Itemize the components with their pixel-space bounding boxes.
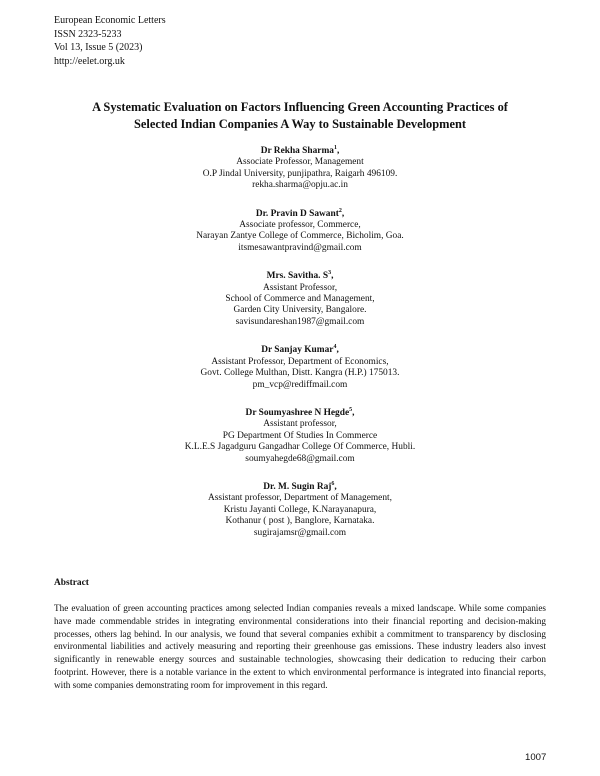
author-name-suffix: , xyxy=(341,208,345,219)
author-email: sugirajamsr@gmail.com xyxy=(253,527,347,538)
author-block xyxy=(0,408,600,465)
author-affiliation-line: Associate Professor, Management xyxy=(236,157,364,168)
abstract-text: The evaluation of green accounting practices among selected Indian companies reveals a mixed landscape. While some companies have made commendable strides in integrating environmental considerations into their financial reporting and decision-making processes, others lag behind. In our analysis, we found that several companies exhibit a commitment to transparency by disclosing environmental liabilities and actively measuring and reporting their greenhouse gas emissions. These industry leaders also invest significantly in renewable energy sources and sustainable technologies, showcasing their dedication to reducing their carbon footprint. However, there is a notable variance in the extent to which environmental performance is integrated into financial reports, with some companies demonstrating room for improvement in this regard. xyxy=(54,603,546,690)
author-email: pm_vcp@rediffmail.com xyxy=(252,379,348,390)
author-affiliation-line: School of Commerce and Management, xyxy=(225,294,375,305)
journal-name: European Economic Letters xyxy=(54,15,166,26)
author-name: Dr Rekha Sharma xyxy=(260,146,334,156)
author-affiliation-line: Garden City University, Bangalore. xyxy=(233,305,367,316)
author-list xyxy=(0,146,600,556)
author-affiliation-number: 6 xyxy=(331,480,335,487)
author-name-suffix: , xyxy=(336,146,340,156)
author-name: Dr. Pravin D Sawant xyxy=(255,208,339,219)
author-name-line xyxy=(0,209,600,220)
author-name-suffix: , xyxy=(331,271,334,282)
author-name-line xyxy=(0,482,600,493)
author-name-line xyxy=(0,408,600,419)
page-number: 1007 xyxy=(525,752,547,763)
author-affiliation-line: Kristu Jayanti College, K.Narayanapura, xyxy=(223,504,377,515)
author-affiliation-line: Assistant Professor, Department of Economics, xyxy=(211,356,389,367)
author-name: Dr Sanjay Kumar xyxy=(261,345,334,356)
author-affiliation-number: 5 xyxy=(349,406,353,413)
author-email: soumyahegde68@gmail.com xyxy=(245,453,355,464)
author-name-line xyxy=(0,271,600,282)
author-name-suffix: , xyxy=(352,407,355,418)
author-name: Mrs. Savitha. S xyxy=(266,271,329,282)
author-email: savisundareshan1987@gmail.com xyxy=(235,316,365,327)
author-block xyxy=(0,146,600,192)
author-affiliation-line: Assistant professor, xyxy=(263,419,337,430)
author-affiliation-number: 2 xyxy=(338,207,342,214)
author-name-suffix: , xyxy=(336,345,339,356)
abstract-heading: Abstract xyxy=(54,578,89,588)
paper-title xyxy=(40,99,560,133)
author-affiliation-line: O.P Jindal University, punjipathra, Raigarh 496109. xyxy=(202,168,398,179)
author-block xyxy=(0,345,600,391)
author-affiliation-line: K.L.E.S Jagadguru Gangadhar College Of Commerce, Hubli. xyxy=(184,442,416,453)
author-block xyxy=(0,209,600,255)
author-affiliation-line: PG Department Of Studies In Commerce xyxy=(222,430,378,441)
author-affiliation-number: 1 xyxy=(333,144,337,151)
author-affiliation-line: Govt. College Multhan, Distt. Kangra (H.P.) 175013. xyxy=(200,368,400,379)
title-line-2: Selected Indian Companies A Way to Sustainable Development xyxy=(134,117,466,131)
author-affiliation-line: Assistant Professor, xyxy=(262,282,338,293)
author-name-suffix: , xyxy=(334,481,337,492)
journal-header xyxy=(54,14,166,68)
author-affiliation-line: Kothanur ( post ), Banglore, Karnataka. xyxy=(225,516,375,527)
author-name: Dr Soumyashree N Hegde xyxy=(245,407,350,418)
author-affiliation-line: Associate professor, Commerce, xyxy=(239,220,361,231)
title-line-1: A Systematic Evaluation on Factors Influencing Green Accounting Practices of xyxy=(92,100,508,114)
author-affiliation-line: Narayan Zantye College of Commerce, Bicholim, Goa. xyxy=(196,231,404,242)
author-email: itsmesawantpravind@gmail.com xyxy=(238,242,362,253)
author-email: rekha.sharma@opju.ac.in xyxy=(252,180,348,191)
author-affiliation-number: 4 xyxy=(333,344,337,351)
journal-issn: ISSN 2323-5233 xyxy=(54,28,122,40)
author-name: Dr. M. Sugin Raj xyxy=(263,481,332,492)
author-affiliation-line: Assistant professor, Department of Management, xyxy=(208,493,392,504)
author-affiliation-number: 3 xyxy=(328,270,332,277)
author-name-line xyxy=(0,146,600,157)
author-name-line xyxy=(0,345,600,356)
journal-url: http://eelet.org.uk xyxy=(54,55,125,67)
author-block xyxy=(0,271,600,328)
journal-volume: Vol 13, Issue 5 (2023) xyxy=(54,42,143,54)
author-block xyxy=(0,482,600,539)
